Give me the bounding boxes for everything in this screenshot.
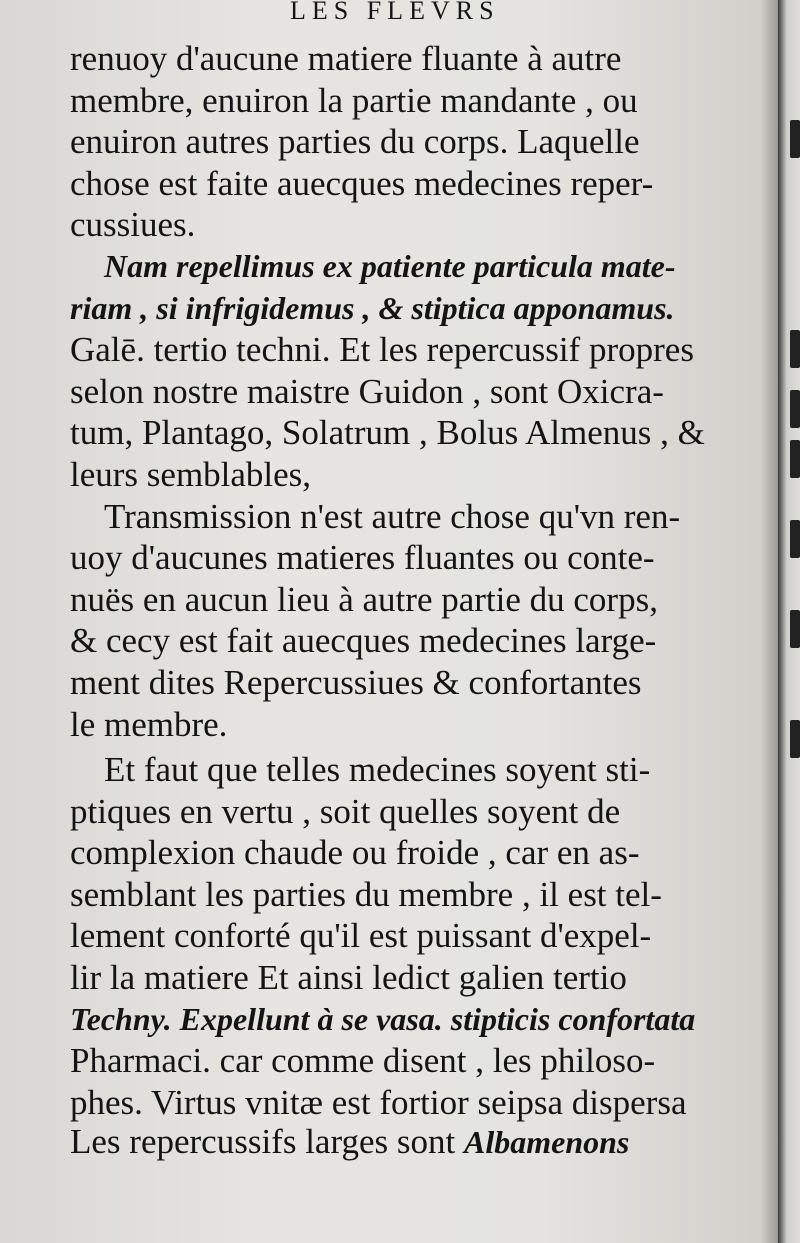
text-line: nuës en aucun lieu à autre partie du corps, bbox=[70, 579, 658, 619]
latin-quote-line: Nam repellimus ex patiente particula mate- bbox=[104, 247, 676, 284]
running-head: LES FLEVRS bbox=[290, 0, 500, 25]
latin-quote-line: Techny. Expellunt à se vasa. stipticis confortata bbox=[70, 1000, 696, 1037]
last-line-italic: Albamenons bbox=[463, 1124, 630, 1160]
text-line: enuiron autres parties du corps. Laquelle bbox=[70, 122, 640, 162]
adjacent-page-fragment bbox=[790, 720, 800, 758]
text-line: renuoy d'aucune matiere fluante à autre bbox=[70, 39, 622, 78]
text-line: tum, Plantago, Solatrum , Bolus Almenus , & bbox=[70, 413, 705, 453]
adjacent-page-fragment bbox=[790, 610, 800, 648]
adjacent-page-edge bbox=[778, 0, 800, 1243]
adjacent-page-fragment bbox=[790, 120, 800, 158]
adjacent-page-fragment bbox=[790, 520, 800, 558]
text-line: lir la matiere Et ainsi ledict galien tertio bbox=[70, 958, 627, 998]
text-line: membre, enuiron la partie mandante , ou bbox=[70, 80, 638, 120]
page-body-text bbox=[70, 38, 750, 1123]
text-line: ment dites Repercussiues & confortantes bbox=[70, 662, 642, 702]
adjacent-page-fragment bbox=[790, 390, 800, 428]
text-line: uoy d'aucunes matieres fluantes ou conte- bbox=[70, 538, 655, 578]
text-line: lement conforté qu'il est puissant d'expel- bbox=[70, 916, 652, 956]
text-line: selon nostre maistre Guidon , sont Oxicra- bbox=[70, 371, 664, 411]
adjacent-page-fragment bbox=[790, 330, 800, 368]
text-line: ptiques en vertu , soit quelles soyent de bbox=[70, 791, 621, 831]
latin-quote-line: riam , si infrigidemus , & stiptica apponamus. bbox=[70, 289, 675, 326]
text-line: cussiues. bbox=[70, 205, 196, 245]
text-line: Et faut que telles medecines soyent sti- bbox=[104, 750, 651, 790]
text-line: Galē. tertio techni. Et les repercussif propres bbox=[70, 330, 694, 370]
adjacent-page-fragment bbox=[790, 440, 800, 478]
text-line: le membre. bbox=[70, 704, 228, 744]
last-line bbox=[70, 1122, 629, 1162]
text-line: complexion chaude ou froide , car en as- bbox=[70, 833, 640, 873]
text-line: leurs semblables, bbox=[70, 454, 312, 494]
text-line: Transmission n'est autre chose qu'vn ren- bbox=[104, 496, 681, 536]
text-line: semblant les parties du membre , il est tel- bbox=[70, 874, 662, 914]
text-line: chose est faite auecques medecines reper- bbox=[70, 163, 654, 203]
text-line: phes. Virtus vnitæ est fortior seipsa dispersa bbox=[70, 1082, 687, 1122]
text-line: & cecy est fait auecques medecines large- bbox=[70, 621, 657, 661]
text-line: Pharmaci. car comme disent , les philoso- bbox=[70, 1041, 656, 1081]
last-line-roman: Les repercussifs larges sont bbox=[70, 1122, 464, 1161]
